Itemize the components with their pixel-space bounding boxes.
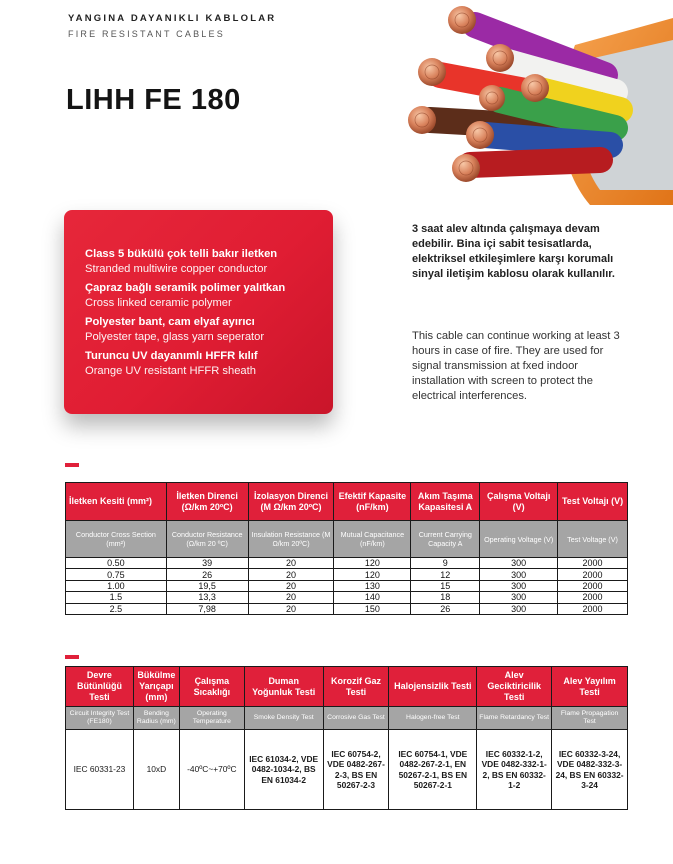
table-cell: 20 xyxy=(248,580,334,591)
header-cell: İletken Kesiti (mm²) xyxy=(66,483,167,521)
table-cell: 1.5 xyxy=(66,592,167,603)
feature-en: Stranded multiwire copper conductor xyxy=(85,263,268,275)
table-cell: -40ºC~+70ºC xyxy=(179,730,244,810)
features-card xyxy=(64,210,333,414)
section-marker xyxy=(65,463,79,467)
feature-en: Cross linked ceramic polymer xyxy=(85,297,232,309)
table-cell: 9 xyxy=(411,558,480,569)
table-row xyxy=(66,603,628,614)
table-header-row-en xyxy=(66,707,628,730)
product-title: LIHH FE 180 xyxy=(66,84,241,116)
table-cell: 2000 xyxy=(558,569,628,580)
table-cell: 20 xyxy=(248,592,334,603)
header-cell: Corrosive Gas Test xyxy=(323,707,389,730)
description-en: This cable can continue working at least 3 hours in case of fire. They are used for signal transmission at fxed indoor installation with screen to protect the electrical interferences. xyxy=(412,330,620,402)
table-cell: 2.5 xyxy=(66,603,167,614)
feature-conductor xyxy=(85,247,313,277)
table-cell: 300 xyxy=(480,603,558,614)
header-cell: Mutual Capacitance (nF/km) xyxy=(334,521,411,558)
feature-sheath xyxy=(85,349,313,379)
header-cell: Bükülme Yarıçapı (mm) xyxy=(133,667,179,707)
table-cell: 0.75 xyxy=(66,569,167,580)
category-title-tr: YANGINA DAYANIKLI KABLOLAR xyxy=(68,13,277,24)
feature-separator xyxy=(85,315,313,345)
table-cell: 300 xyxy=(480,580,558,591)
header-cell: Efektif Kapasite (nF/km) xyxy=(334,483,411,521)
table-cell: 2000 xyxy=(558,558,628,569)
table-cell: IEC 60754-2, VDE 0482-267-2-3, BS EN 50267-2-3 xyxy=(323,730,389,810)
table-cell: 26 xyxy=(166,569,248,580)
table-cell: 150 xyxy=(334,603,411,614)
description-tr: 3 saat alev altında çalışmaya devam edebilir. Bina içi sabit tesisatlarda, elektriksel etkileşimlere karşı korumalı sinyal iletişim kablosu olarak kullanılır. xyxy=(412,223,615,280)
table-cell: 2000 xyxy=(558,580,628,591)
header-cell: Korozif Gaz Testi xyxy=(323,667,389,707)
table-cell: 18 xyxy=(411,592,480,603)
table-cell: 20 xyxy=(248,569,334,580)
header-cell: Current Carrying Capacity A xyxy=(411,521,480,558)
table-cell: 300 xyxy=(480,558,558,569)
header-cell: Smoke Density Test xyxy=(244,707,323,730)
table-cell: IEC 60332-3-24, VDE 0482-332-3-24, BS EN 60332-3-24 xyxy=(552,730,628,810)
feature-en: Orange UV resistant HFFR sheath xyxy=(85,365,256,377)
feature-tr: Turuncu UV dayanımlı HFFR kılıf xyxy=(85,350,258,362)
table-row xyxy=(66,592,628,603)
table-cell: 140 xyxy=(334,592,411,603)
table-cell: 1.00 xyxy=(66,580,167,591)
table-cell: 120 xyxy=(334,558,411,569)
header-cell: İzolasyon Direnci (M Ω/km 20ºC) xyxy=(248,483,334,521)
table-cell: 10xD xyxy=(133,730,179,810)
table-cell: IEC 60754-1, VDE 0482-267-2-1, EN 50267-2-1, BS EN 50267-2-1 xyxy=(389,730,477,810)
header-cell: Test Voltage (V) xyxy=(558,521,628,558)
test-standards-table xyxy=(65,666,628,810)
electrical-specs-table xyxy=(65,482,628,615)
table-cell: IEC 60331-23 xyxy=(66,730,134,810)
header-cell: Flame Retardancy Test xyxy=(477,707,552,730)
table-cell: IEC 60332-1-2, VDE 0482-332-1-2, BS EN 60332-1-2 xyxy=(477,730,552,810)
table-cell: IEC 61034-2, VDE 0482-1034-2, BS EN 61034-2 xyxy=(244,730,323,810)
table-row xyxy=(66,558,628,569)
table-cell: 13,3 xyxy=(166,592,248,603)
table-cell: 120 xyxy=(334,569,411,580)
header-cell: Conductor Cross Section (mm²) xyxy=(66,521,167,558)
feature-en: Polyester tape, glass yarn seperator xyxy=(85,331,265,343)
header-cell: Halojensizlik Testi xyxy=(389,667,477,707)
table-cell: 2000 xyxy=(558,603,628,614)
feature-tr: Class 5 bükülü çok telli bakır iletken xyxy=(85,248,278,260)
table-cell: 12 xyxy=(411,569,480,580)
table-cell: 0.50 xyxy=(66,558,167,569)
header-cell: Operating Temperature xyxy=(179,707,244,730)
table-row xyxy=(66,580,628,591)
header-cell: Çalışma Voltajı (V) xyxy=(480,483,558,521)
header-cell: Circuit Integrity Test (FE180) xyxy=(66,707,134,730)
table-header-row-tr xyxy=(66,483,628,521)
table-cell: 7,98 xyxy=(166,603,248,614)
header-cell: Insulation Resistance (M Ω/km 20ºC) xyxy=(248,521,334,558)
table-cell: 26 xyxy=(411,603,480,614)
header-cell: Alev Yayılım Testi xyxy=(552,667,628,707)
header-cell: Bending Radius (mm) xyxy=(133,707,179,730)
header-cell: Flame Propagation Test xyxy=(552,707,628,730)
header-cell: Devre Bütünlüğü Testi xyxy=(66,667,134,707)
header-cell: Halogen-free Test xyxy=(389,707,477,730)
table-row xyxy=(66,730,628,810)
table-cell: 39 xyxy=(166,558,248,569)
header-cell: Çalışma Sıcaklığı xyxy=(179,667,244,707)
table-cell: 20 xyxy=(248,558,334,569)
header-cell: Test Voltajı (V) xyxy=(558,483,628,521)
header-cell: İletken Direnci (Ω/km 20ºC) xyxy=(166,483,248,521)
table-cell: 19,5 xyxy=(166,580,248,591)
table-cell: 300 xyxy=(480,569,558,580)
table-header-row-en xyxy=(66,521,628,558)
table-cell: 20 xyxy=(248,603,334,614)
header-cell: Alev Geciktiricilik Testi xyxy=(477,667,552,707)
feature-insulation xyxy=(85,281,313,311)
header-cell: Conductor Resistance (Ω/km 20 ºC) xyxy=(166,521,248,558)
table-cell: 130 xyxy=(334,580,411,591)
table-cell: 15 xyxy=(411,580,480,591)
table-header-row-tr xyxy=(66,667,628,707)
feature-tr: Çapraz bağlı seramik polimer yalıtkan xyxy=(85,282,286,294)
header-cell: Duman Yoğunluk Testi xyxy=(244,667,323,707)
header-cell: Operating Voltage (V) xyxy=(480,521,558,558)
header-cell: Akım Taşıma Kapasitesi A xyxy=(411,483,480,521)
table-cell: 300 xyxy=(480,592,558,603)
feature-tr: Polyester bant, cam elyaf ayırıcı xyxy=(85,316,255,328)
table-cell: 2000 xyxy=(558,592,628,603)
section-marker xyxy=(65,655,79,659)
category-title-en: FIRE RESISTANT CABLES xyxy=(68,29,225,39)
cable-illustration xyxy=(400,0,673,205)
table-row xyxy=(66,569,628,580)
